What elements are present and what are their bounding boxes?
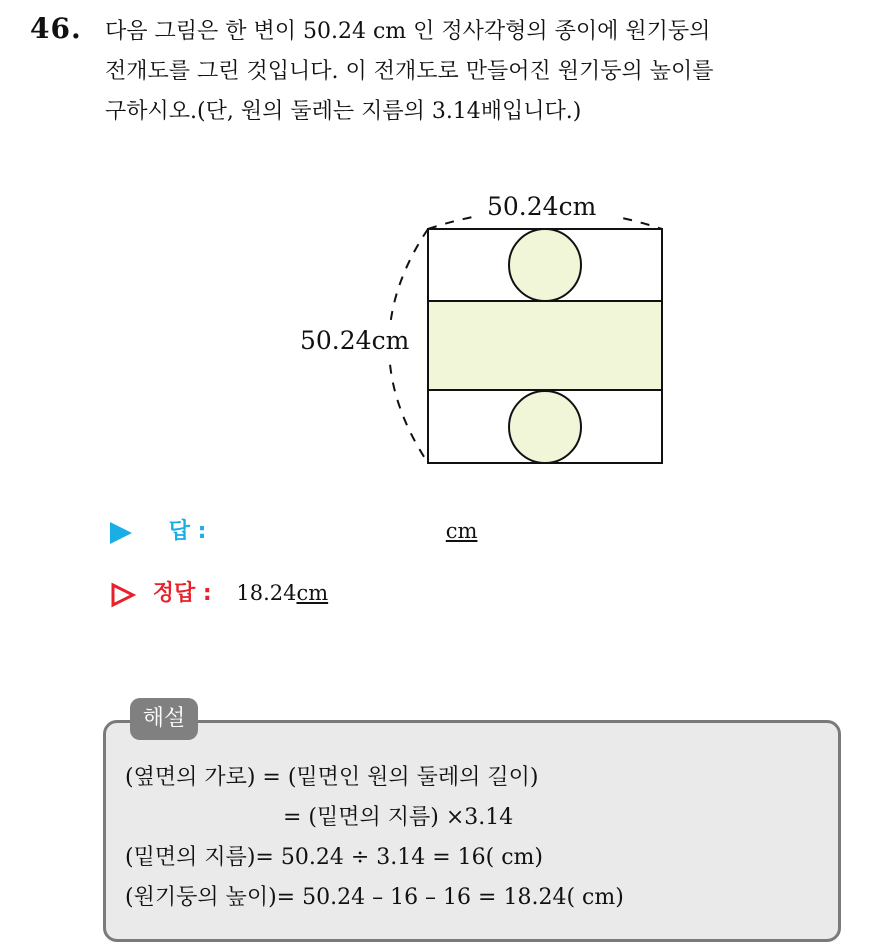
explanation-line: (원기둥의 높이)= 50.24 – 16 – 16 = 18.24( cm) xyxy=(125,885,624,910)
question-text-line-1: 다음 그림은 한 변이 50.24 cm 인 정사각형의 종이에 원기둥의 xyxy=(105,19,711,44)
question-text-line-3: 구하시오.(단, 원의 둘레는 지름의 3.14배입니다.) xyxy=(105,99,582,124)
top-side-length-label: 50.24cm xyxy=(487,192,597,221)
answer-unit: cm xyxy=(445,519,478,543)
bottom-base-circle xyxy=(509,391,581,463)
answer-label: 답 : xyxy=(168,519,207,544)
correct-answer-row xyxy=(110,576,328,608)
question-number: 46. xyxy=(30,12,82,45)
explanation-tab: 해설 xyxy=(130,698,198,740)
explanation-line: (밑면의 지름)= 50.24 ÷ 3.14 = 16( cm) xyxy=(125,845,543,870)
explanation-line: = (밑면의 지름) ×3.14 xyxy=(283,805,514,830)
outline-triangle-icon xyxy=(110,582,136,608)
correct-answer-unit: cm xyxy=(296,581,329,605)
correct-answer-value: 18.24 xyxy=(236,581,297,605)
left-side-length-label: 50.24cm xyxy=(300,326,410,355)
cylinder-net-figure xyxy=(290,185,680,475)
answer-row xyxy=(110,514,477,545)
question-text-line-2: 전개도를 그린 것입니다. 이 전개도로 만들어진 원기둥의 높이를 xyxy=(105,59,714,84)
play-triangle-icon xyxy=(110,522,132,544)
lateral-face-rectangle xyxy=(428,301,662,390)
explanation-line: (옆면의 가로) = (밑면인 원의 둘레의 길이) xyxy=(125,765,539,790)
correct-answer-label: 정답 : xyxy=(152,581,212,606)
top-base-circle xyxy=(509,229,581,301)
